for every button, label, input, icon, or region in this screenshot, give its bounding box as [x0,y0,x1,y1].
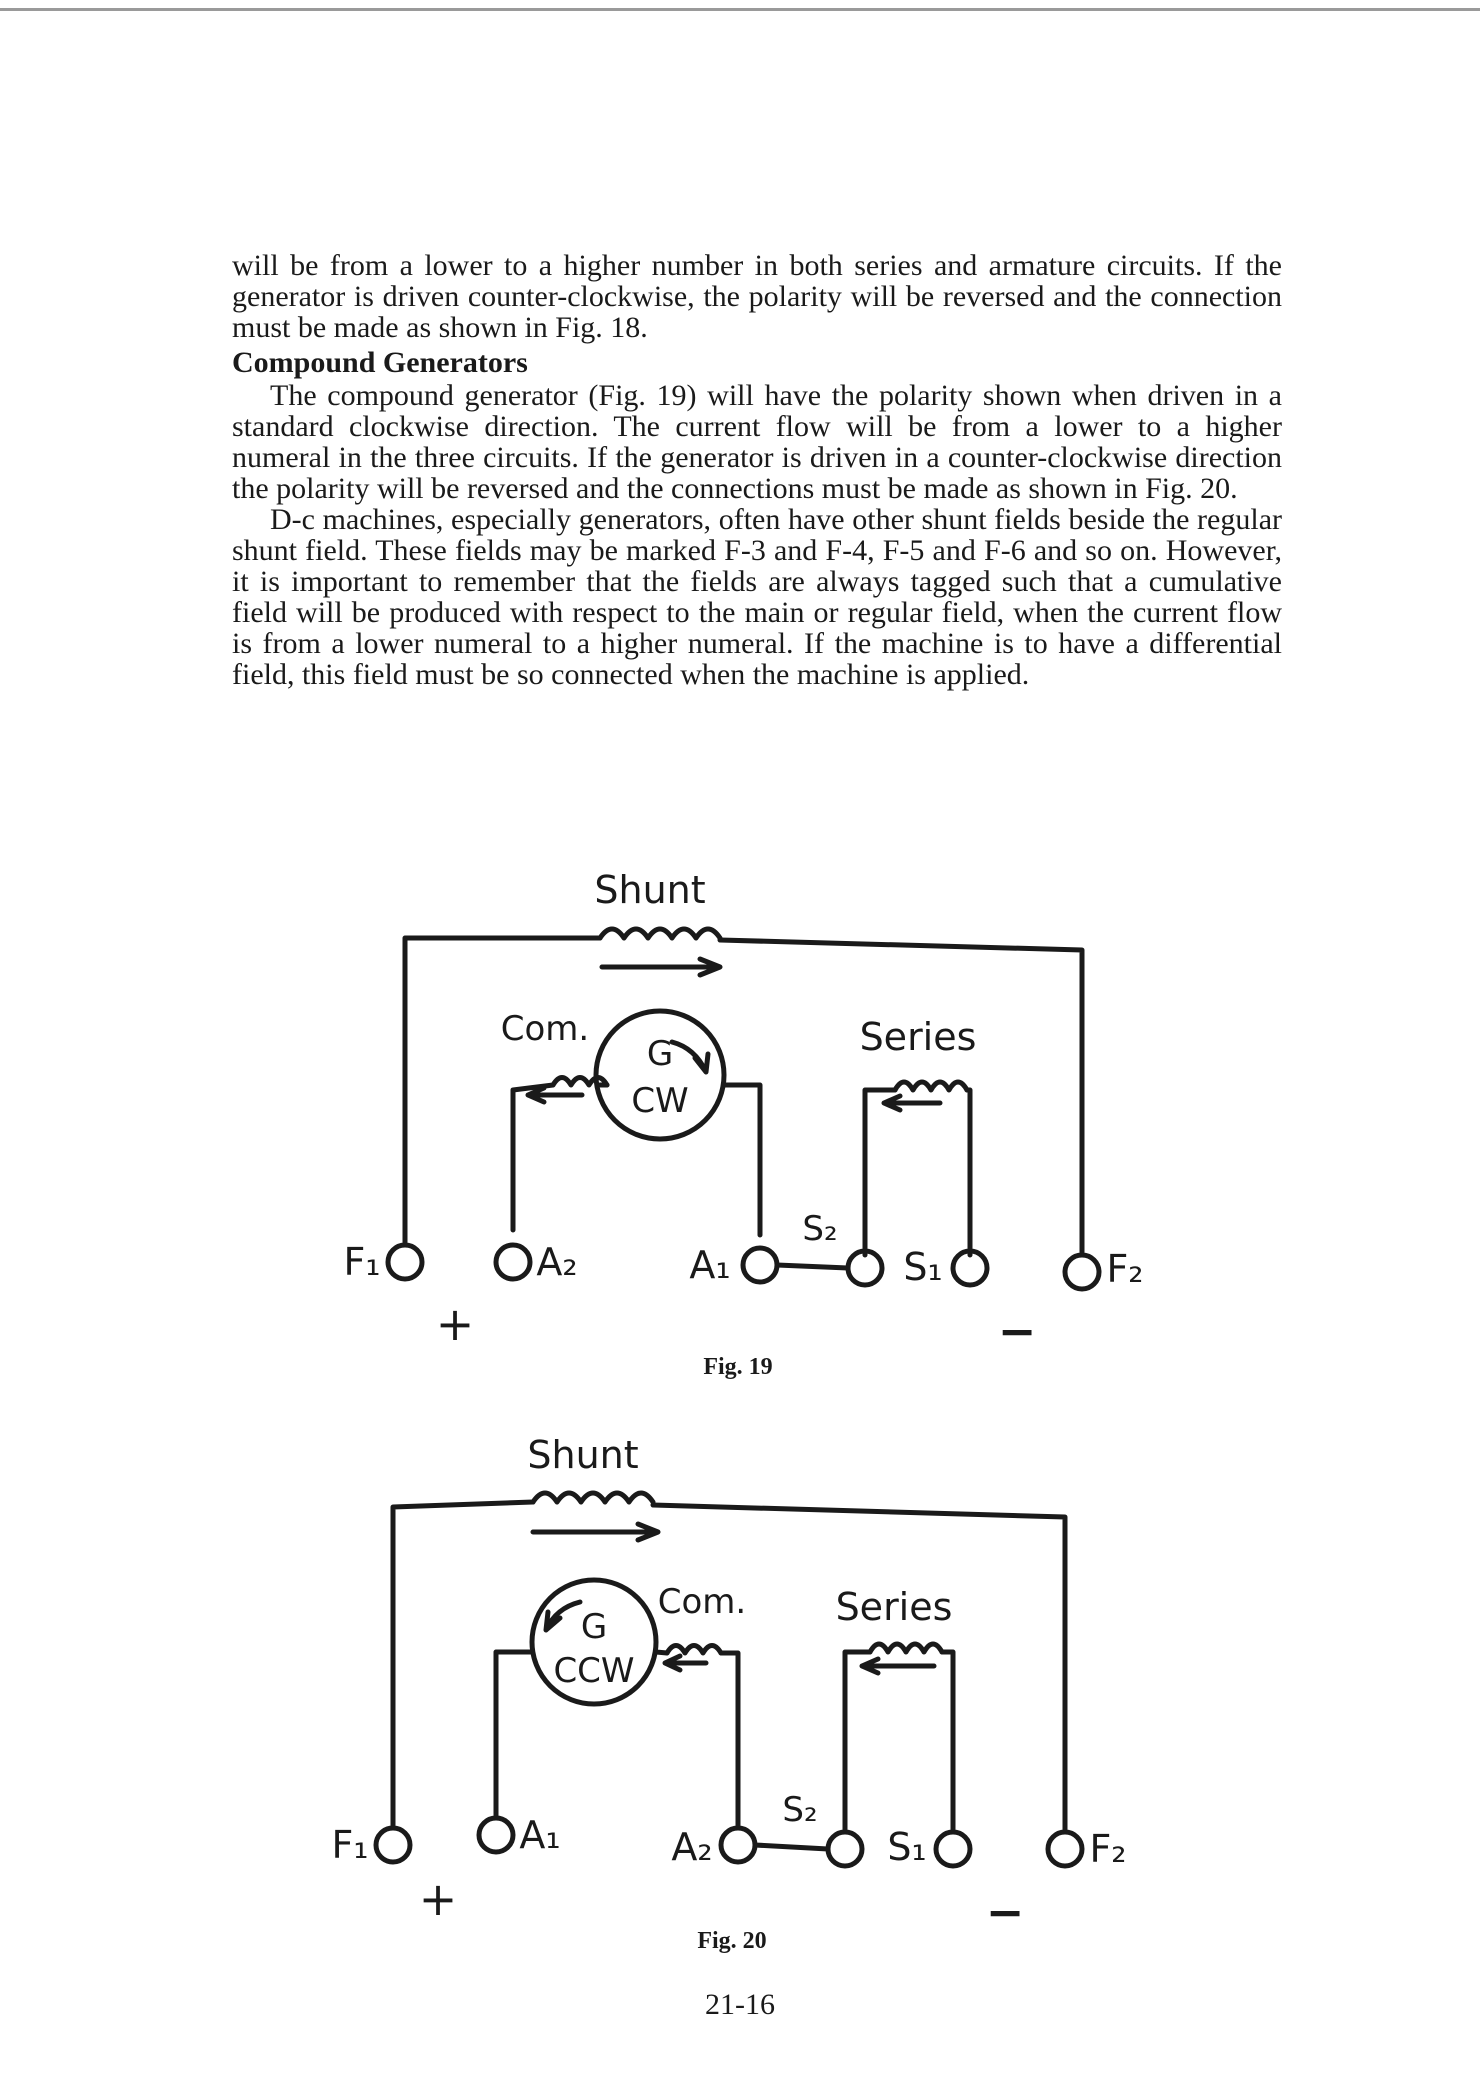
series-label: Series [859,1015,977,1059]
armature-wire-a1 [724,1085,760,1235]
page-top-edge [0,8,1480,11]
generator-direction-label: CCW [553,1651,635,1691]
series-label: Series [835,1585,953,1629]
shunt-field-wire [405,938,1082,1255]
com-arrow [665,1656,706,1670]
f1-label: F₁ [343,1240,381,1284]
series-wire [845,1652,953,1832]
f1-label: F₁ [331,1823,369,1867]
armature-wire-a2 [656,1652,738,1827]
a1-label: A₁ [519,1813,561,1857]
series-arrow [884,1096,940,1110]
f2-label: F₂ [1089,1827,1127,1871]
a2-s2-link [755,1845,828,1849]
figure-20-diagram [0,1420,1480,1940]
page-number: 21-16 [705,1988,775,2021]
rotation-arrow-icon [672,1042,708,1072]
a2-label: A₂ [671,1825,713,1869]
paragraph-compound-generator: The compound generator (Fig. 19) will have the polarity shown when driven in a standard clockwise direction. The current flow will be from a lower to a higher numeral in the three circuits. If the generator is driven in a counter-clockwise direction the polarity will be reversed and the connections must be made as shown in Fig. 20. [232,379,1282,505]
shunt-coil [533,1493,653,1502]
f2-label: F₂ [1106,1247,1144,1291]
shunt-label: Shunt [527,1433,639,1477]
series-coil [895,1082,967,1090]
a1-s2-link [777,1265,848,1268]
terminal-f2 [1065,1255,1099,1289]
s1-label: S₁ [887,1825,927,1869]
s2-label: S₂ [802,1209,838,1249]
a1-label: A₁ [689,1243,731,1287]
figure-19-diagram [0,850,1480,1410]
generator-g-label: G [580,1607,608,1647]
series-coil [870,1644,942,1652]
s2-label: S₂ [782,1790,818,1830]
s1-label: S₁ [903,1245,943,1289]
plus-sign: + [435,1297,475,1351]
generator-g-label: G [646,1034,674,1074]
terminal-f1 [388,1245,422,1279]
armature-wire-a2 [513,1085,607,1230]
paragraph-continuation: will be from a lower to a higher number in both series and armature circuits. If the generator is driven counter-clockwise, the polarity will be reversed and the connection must be made as shown in Fig. 18. [232,249,1282,344]
terminal-f1 [376,1828,410,1862]
com-label: Com. [500,1009,590,1049]
plus-sign: + [418,1872,458,1926]
paragraph-dc-machines: D-c machines, especially generators, often have other shunt fields beside the regular shunt field. These fields may be marked F-3 and F-4, F-5 and F-6 and so on. However, it is important to remember that the fields are always tagged such that a cumulative field will be produced with respect to the main or regular field, when the current flow is from a lower numeral to a higher numeral. If the machine is to have a differential field, this field must be so connected when the machine is applied. [232,503,1282,691]
body-text [232,250,1282,690]
shunt-coil [600,929,720,938]
terminal-a2 [496,1245,530,1279]
shunt-arrow [533,1524,658,1540]
rotation-arrow-icon [546,1602,580,1630]
terminal-s2 [828,1832,862,1866]
terminal-a2 [721,1828,755,1862]
figure-20-caption: Fig. 20 [697,1928,767,1954]
series-wire [865,1090,970,1255]
terminal-s1 [936,1832,970,1866]
terminal-f2 [1048,1832,1082,1866]
terminal-a1 [743,1248,777,1282]
figure-19-caption: Fig. 19 [703,1354,773,1380]
com-coil [667,1646,721,1654]
minus-sign: − [985,1885,1025,1939]
com-arrow [528,1088,582,1102]
section-heading: Compound Generators [232,346,528,379]
minus-sign: − [997,1304,1037,1358]
shunt-arrow [602,959,720,975]
terminal-a1 [479,1818,513,1852]
armature-wire-a1 [496,1652,532,1817]
com-label: Com. [657,1582,747,1622]
a2-label: A₂ [536,1240,578,1284]
generator-direction-label: CW [631,1081,689,1121]
shunt-label: Shunt [594,868,706,912]
series-arrow [862,1659,934,1673]
